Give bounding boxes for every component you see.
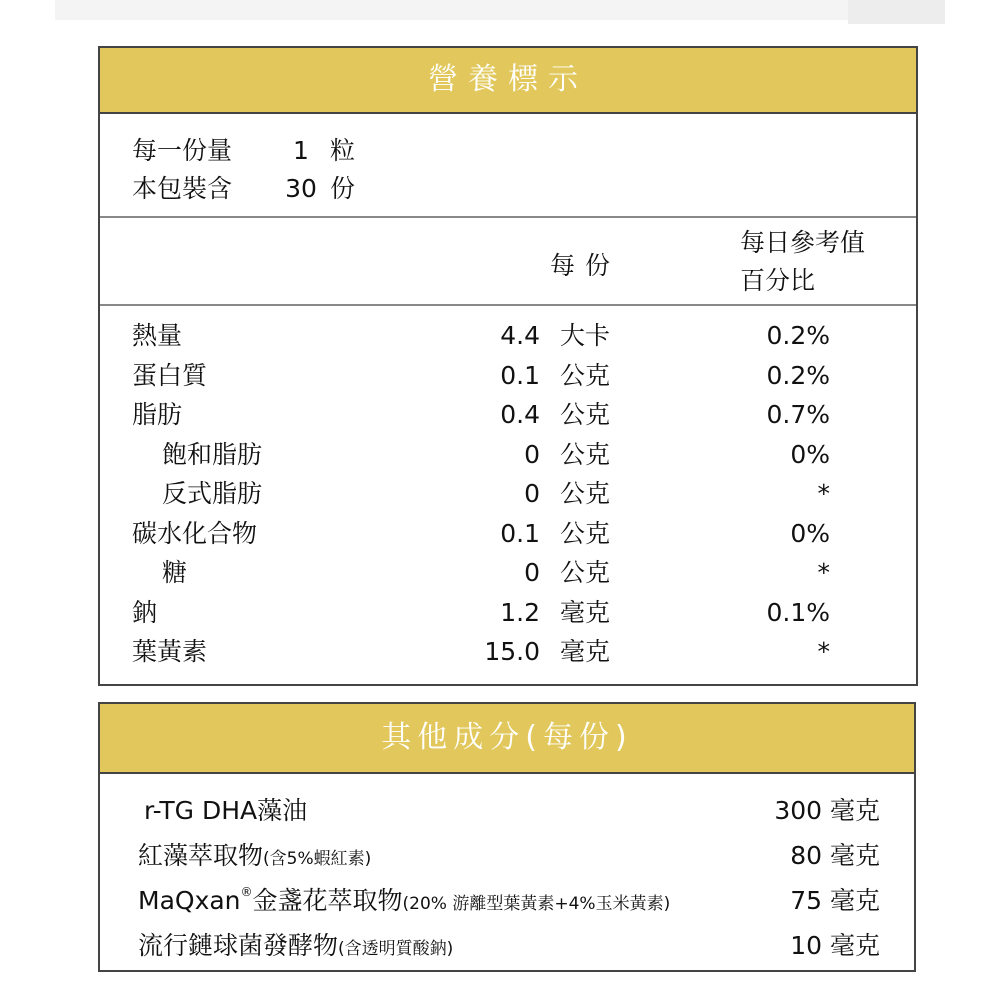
ingredient-brand: MaQxan	[138, 886, 241, 915]
nutrient-daily-value: 0%	[790, 518, 830, 548]
serving-size-label: 每一份量	[132, 136, 233, 165]
nutrient-unit: 大卡	[560, 321, 611, 350]
nutrient-row	[100, 632, 916, 672]
nutrient-row	[100, 474, 916, 514]
ingredient-row	[100, 788, 914, 833]
ingredient-row	[100, 878, 914, 923]
nutrient-name: 脂肪	[132, 400, 183, 429]
ingredient-amount: 75 毫克	[790, 886, 880, 915]
nutrient-amount: 0.1	[500, 360, 540, 390]
ingredient-note: (20% 游離型葉黃素+4%玉米黃素)	[402, 894, 671, 914]
other-ingredients-title: 其他成分(每份)	[100, 704, 914, 774]
nutrient-name: 葉黃素	[132, 637, 208, 666]
nutrient-unit: 公克	[560, 439, 611, 469]
nutrient-daily-value: 0.7%	[766, 400, 830, 429]
nutrient-name: 蛋白質	[132, 360, 208, 390]
servings-per-package-line	[132, 170, 916, 208]
serving-size-line	[132, 132, 916, 170]
nutrient-daily-value: 0.2%	[766, 321, 830, 350]
ingredient-name: r-TG DHA藻油	[144, 796, 308, 825]
nutrient-daily-value: 0%	[790, 439, 830, 469]
ingredient-name: 流行鏈球菌發酵物	[138, 931, 339, 960]
nutrient-rows	[100, 306, 916, 672]
nutrient-amount: 0.4	[500, 400, 540, 429]
ingredient-note: (含透明質酸鈉)	[338, 939, 454, 959]
servings-unit: 份	[330, 174, 356, 203]
nutrition-facts-panel	[98, 46, 918, 686]
daily-value-header	[740, 224, 865, 300]
nutrient-name: 碳水化合物	[132, 518, 258, 548]
nutrient-daily-value: 0.1%	[766, 597, 830, 627]
nutrient-amount: 15.0	[484, 637, 540, 666]
registered-mark: ®	[240, 885, 253, 899]
nutrient-row	[100, 593, 916, 633]
serving-size-value: 1	[293, 136, 309, 165]
column-header	[100, 218, 916, 306]
nutrient-row	[100, 316, 916, 356]
ingredient-note: (含5%蝦紅素)	[263, 849, 372, 869]
nutrient-unit: 毫克	[560, 597, 611, 627]
nutrient-daily-value: *	[817, 558, 830, 587]
nutrient-unit: 公克	[560, 479, 611, 508]
nutrient-amount: 0	[524, 479, 540, 508]
ingredient-name: 紅藻萃取物	[138, 841, 264, 870]
nutrient-unit: 毫克	[560, 637, 611, 666]
daily-value-header-line1: 每日參考值	[740, 228, 866, 257]
nutrient-row	[100, 395, 916, 435]
serving-size-unit: 粒	[330, 136, 356, 165]
nutrient-row	[100, 356, 916, 396]
nutrient-name: 飽和脂肪	[162, 439, 263, 469]
ingredient-amount: 80 毫克	[790, 841, 880, 870]
ingredient-rows	[100, 774, 914, 968]
nutrient-daily-value: 0.2%	[766, 360, 830, 390]
nutrient-amount: 0	[524, 558, 540, 587]
per-serving-header: 每份	[550, 251, 621, 280]
nutrient-amount: 0.1	[500, 518, 540, 548]
nutrient-unit: 公克	[560, 518, 611, 548]
nutrient-unit: 公克	[560, 558, 611, 587]
ingredient-row	[100, 833, 914, 878]
ingredient-amount: 300 毫克	[774, 796, 880, 825]
nutrient-daily-value: *	[817, 479, 830, 508]
nutrient-amount: 4.4	[500, 321, 540, 350]
nutrient-daily-value: *	[817, 637, 830, 666]
daily-value-header-line2: 百分比	[740, 266, 816, 295]
nutrient-name: 糖	[162, 558, 188, 587]
nutrient-name: 鈉	[132, 597, 158, 627]
ingredient-name: 金盞花萃取物	[252, 886, 403, 915]
nutrient-amount: 0	[524, 439, 540, 469]
servings-label: 本包裝含	[132, 174, 233, 203]
nutrient-amount: 1.2	[500, 597, 540, 627]
nutrient-name: 熱量	[132, 321, 183, 350]
servings-value: 30	[285, 174, 317, 203]
serving-info	[100, 114, 916, 218]
nutrient-unit: 公克	[560, 360, 611, 390]
nutrition-title: 營養標示	[100, 48, 916, 114]
nutrient-name: 反式脂肪	[162, 479, 263, 508]
ingredient-row	[100, 923, 914, 968]
other-ingredients-panel	[98, 702, 916, 972]
nutrient-unit: 公克	[560, 400, 611, 429]
nutrient-row	[100, 435, 916, 475]
nutrient-row	[100, 514, 916, 554]
top-bar-corner	[848, 0, 945, 24]
nutrient-row	[100, 553, 916, 593]
ingredient-amount: 10 毫克	[790, 931, 880, 960]
top-bar	[55, 0, 945, 20]
